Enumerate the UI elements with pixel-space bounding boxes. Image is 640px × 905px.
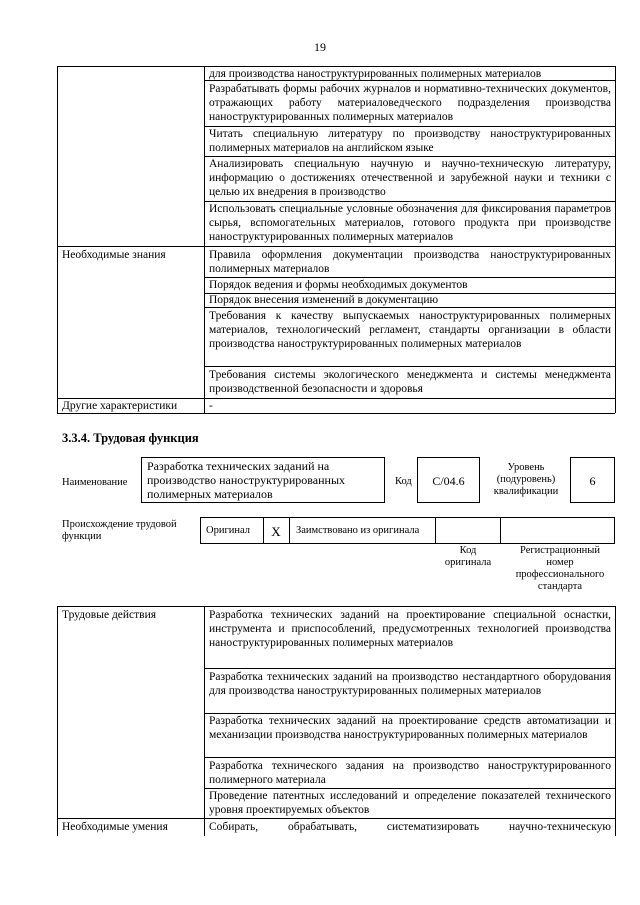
original-label: Оригинал <box>206 525 250 536</box>
action-item: Разработка технического задания на производство наноструктурированного полимерного материала <box>209 760 611 786</box>
level-label: Уровень (подуровень) квалификации <box>493 462 559 497</box>
skill-item: Использовать специальные условные обозначения для фиксирования параметров сырья, вспомогательных материалов, готового продукта при производстве наноструктурированных полимерных материалов <box>209 203 611 243</box>
skill-item: Анализировать специальную научную и научно-техническую литературу, информацию о достижениях отечественной и зарубежной науки и техники с целью их внедрения в производство <box>209 158 611 198</box>
other-value: - <box>209 400 213 412</box>
reg-number-caption: Регистрационный номер профессионального стандарта <box>515 545 605 592</box>
action-item: Разработка технических заданий на проектирование средств автоматизации и механизации производства наноструктурированных полимерных материалов <box>209 715 611 741</box>
level-value: 6 <box>589 474 596 488</box>
other-label: Другие характеристики <box>62 400 178 412</box>
knowledge-item: Требования системы экологического менеджмента и системы менеджмента производственной безопасности и здоровья <box>209 369 611 395</box>
section-title: 3.3.4. Трудовая функция <box>62 431 199 445</box>
page-number: 19 <box>314 40 326 54</box>
skill-item: для производства наноструктурированных полимерных материалов <box>209 68 542 80</box>
skills-label: Необходимые умения <box>62 821 168 833</box>
skill-item: Собирать, обрабатывать, систематизировать научно-техническую <box>209 821 611 833</box>
name-value: Разработка технических заданий на производство наноструктурированных полимерных материалов <box>147 459 346 501</box>
action-item: Проведение патентных исследований и определение показателей технического уровня проектируемых объектов <box>209 790 611 816</box>
actions-label: Трудовые действия <box>62 609 157 621</box>
action-item: Разработка технических заданий на проектирование специальной оснастки, инструмента и приспособлений, предусмотренных технологией производства наноструктурированных полимерных материалов <box>209 609 611 649</box>
action-item: Разработка технических заданий на производство нестандартного оборудования для производства наноструктурированных полимерных материалов <box>209 671 611 697</box>
borrowed-label: Заимствовано из оригинала <box>296 525 420 536</box>
skill-item: Читать специальную литературу по производству наноструктурированных полимерных материалов на английском языке <box>209 128 611 154</box>
knowledge-item: Порядок ведения и формы необходимых документов <box>209 279 468 291</box>
name-label: Наименование <box>62 477 128 488</box>
knowledge-item: Требования к качеству выпускаемых наноструктурированных полимерных материалов, технологический регламент, стандарты организации в области производства наноструктурированных полимерных материалов <box>209 310 611 350</box>
code-original-caption: Код оригинала <box>444 545 492 568</box>
knowledge-item: Порядок внесения изменений в документацию <box>209 294 439 306</box>
code-value: C/04.6 <box>432 474 465 488</box>
skill-item: Разрабатывать формы рабочих журналов и нормативно-технических документов, отражающих работу материаловедческого подразделения производства наноструктурированных полимерных материалов <box>209 83 611 123</box>
origin-label: Происхождение трудовой функции <box>62 519 177 542</box>
code-label: Код <box>395 476 412 487</box>
knowledge-label: Необходимые знания <box>62 249 166 261</box>
knowledge-item: Правила оформления документации производства наноструктурированных полимерных материалов <box>209 249 611 275</box>
original-mark: X <box>271 524 281 539</box>
